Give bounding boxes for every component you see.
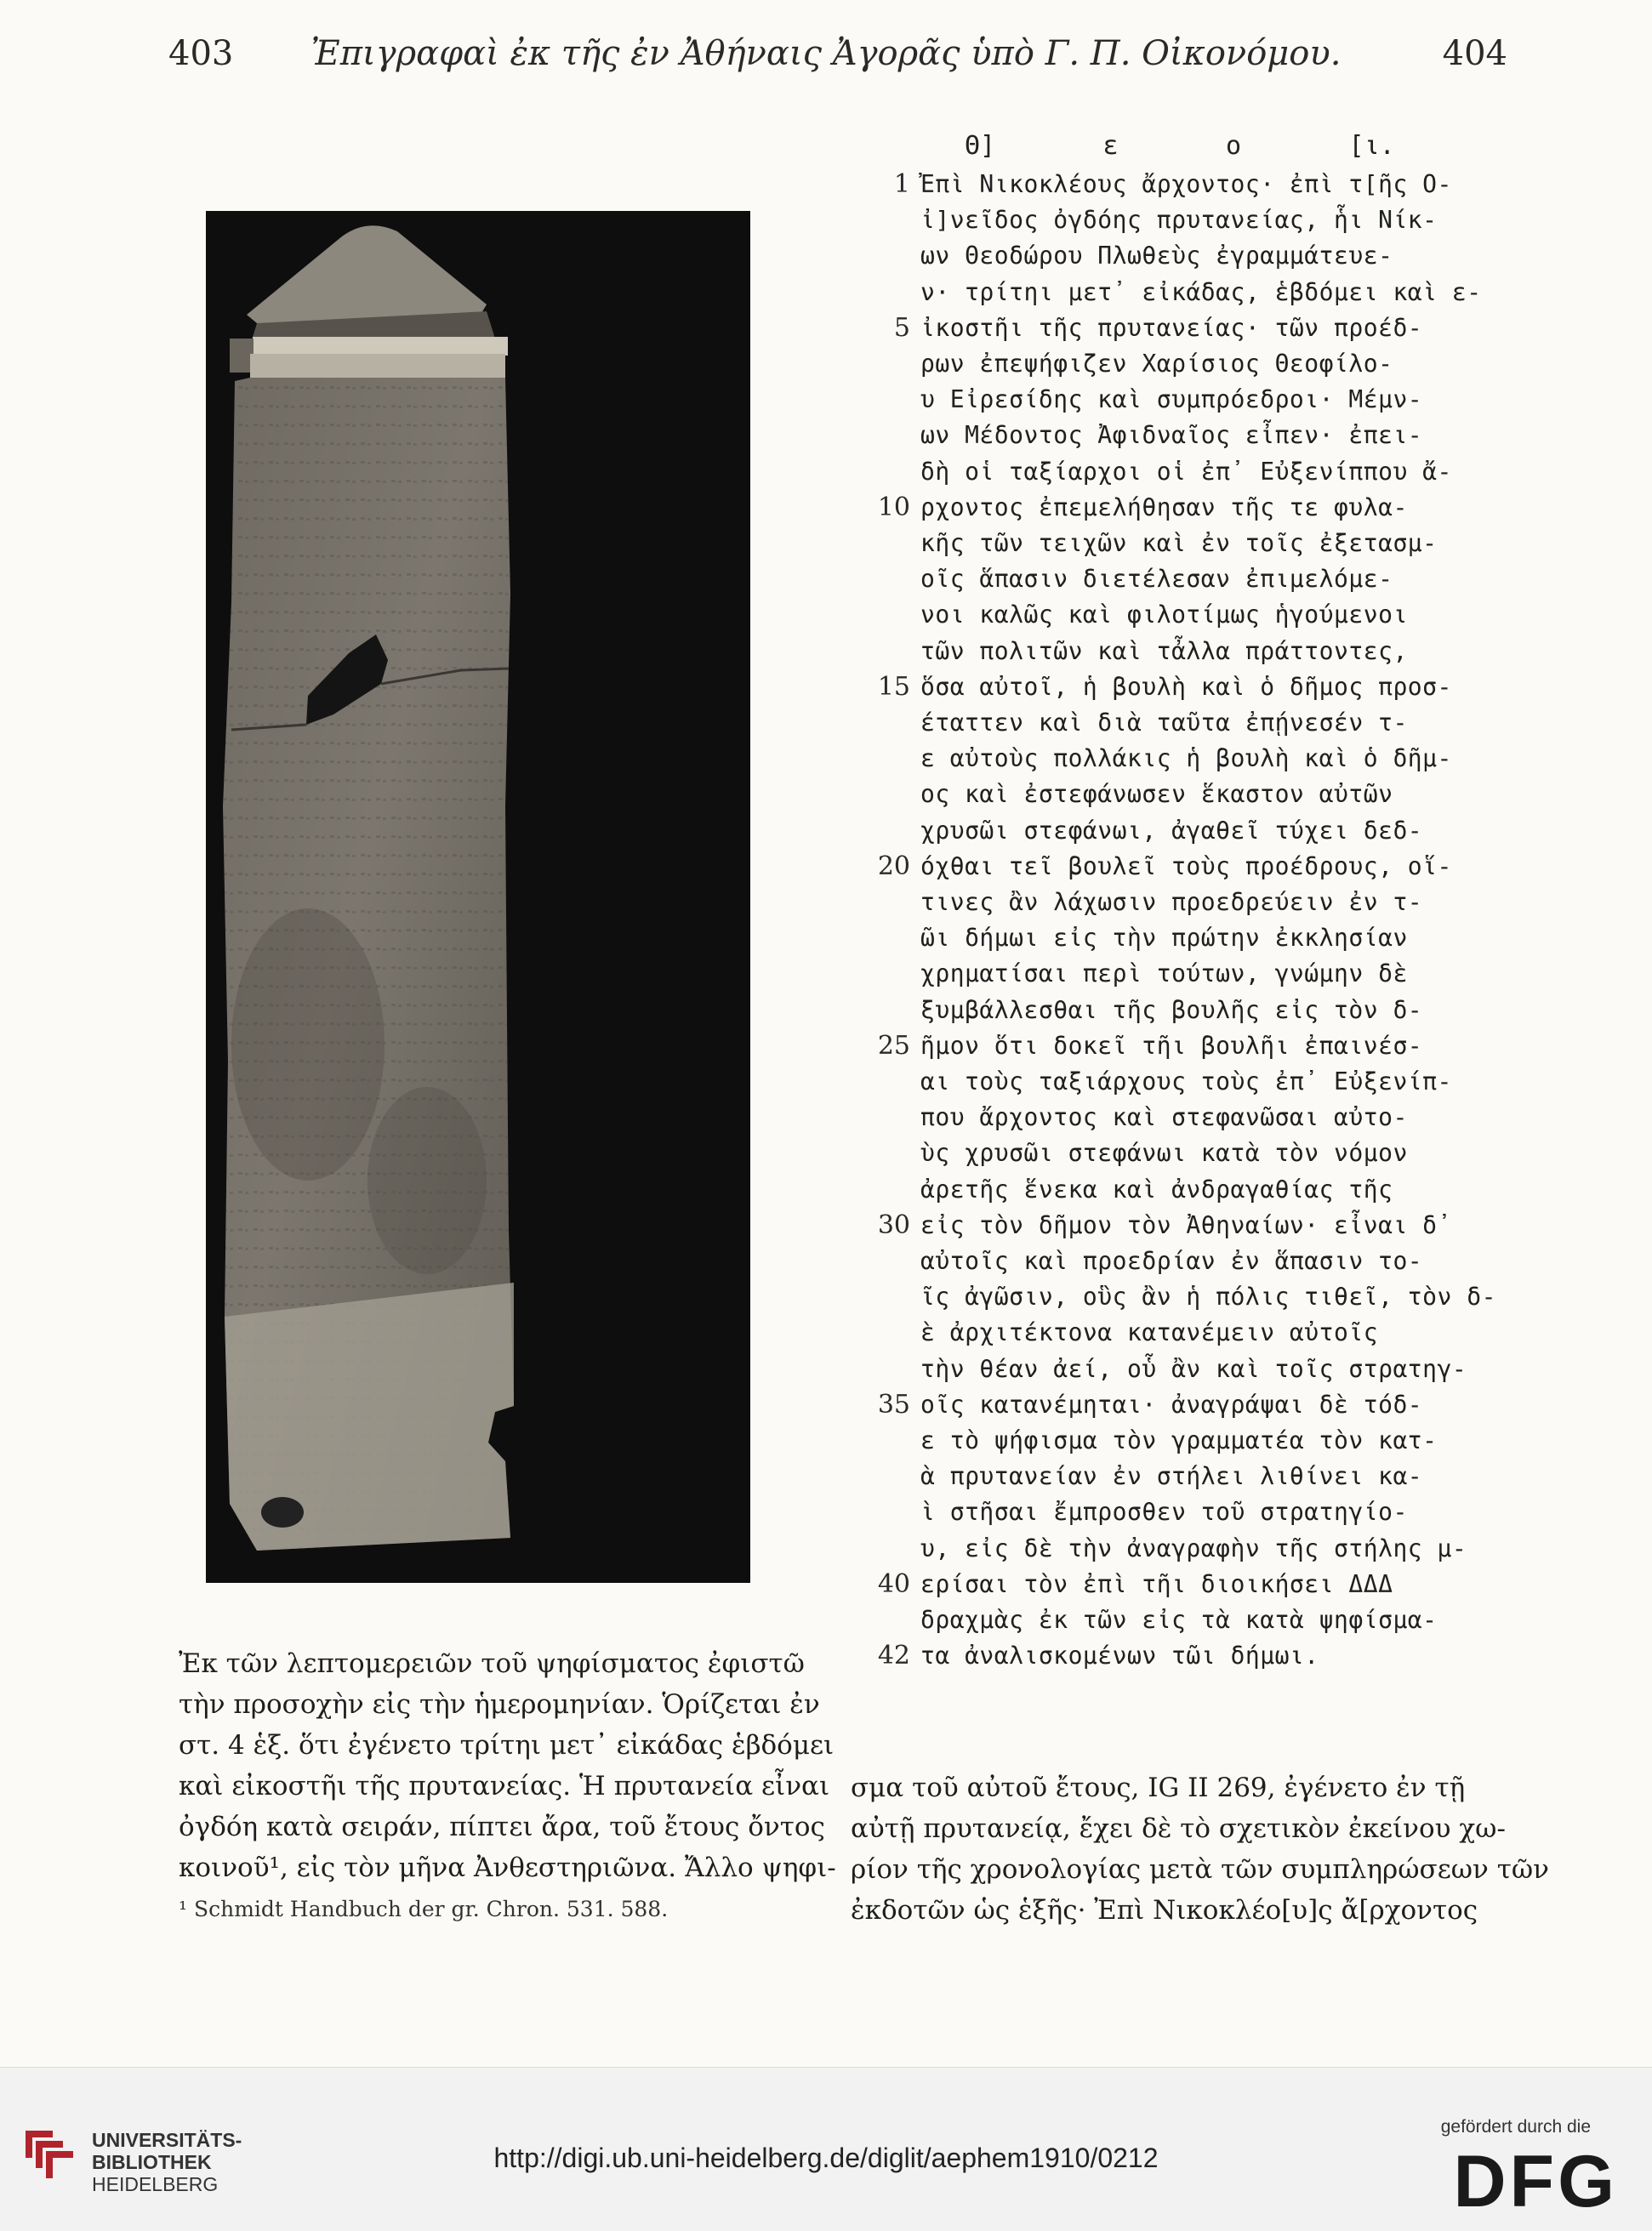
line-number xyxy=(851,920,910,956)
line-number xyxy=(851,1100,910,1135)
inscription-line: οῖς ἅπασιν διετέλεσαν ἐπιμελόμε- xyxy=(920,565,1393,593)
line-number: 1 xyxy=(893,169,910,199)
inscription-line: τα ἀναλισκομένων τῶι δήμωι. xyxy=(920,1642,1319,1670)
library-name-line1: UNIVERSITÄTS- xyxy=(92,2129,242,2151)
line-number: 40 xyxy=(877,1569,910,1599)
funded-by-label: gefördert durch die xyxy=(1440,2117,1591,2137)
inscription-line: ἰ]νεῖδος ὀγδόης πρυτανείας, ἧι Νίκ- xyxy=(920,206,1438,234)
line-number xyxy=(851,1279,910,1315)
line-number xyxy=(851,705,910,741)
line-number: 10 xyxy=(877,492,910,522)
commentary-line: καὶ εἰκοστῆι τῆς πρυτανείας. Ἡ πρυτανεία εἶναι xyxy=(179,1771,830,1801)
inscription-line: τινες ἂν λάχωσιν προεδρεύειν ἐν τ- xyxy=(920,888,1423,916)
inscription-line: ρχοντος ἐπεμελήθησαν τῆς τε φυλα- xyxy=(920,493,1408,521)
inscription-line: ὲ ἀρχιτέκτονα κατανέμειν αὐτοῖς xyxy=(920,1318,1379,1346)
line-number xyxy=(851,1315,910,1351)
stele-image xyxy=(206,211,750,1583)
inscription-line: τῶν πολιτῶν καὶ τἆλλα πράττοντες, xyxy=(920,637,1408,665)
commentary-line: αὐτῇ πρυτανείᾳ, ἔχει δὲ τὸ σχετικὸν ἐκείνου χω- xyxy=(851,1813,1506,1844)
line-number: 20 xyxy=(877,851,910,881)
inscription-line: ερίσαι τὸν ἐπὶ τῆι διοικήσει ΔΔΔ xyxy=(920,1570,1393,1598)
line-number xyxy=(851,526,910,561)
library-name-line2: BIBLIOTHEK xyxy=(92,2151,212,2173)
inscription-line: ε τὸ ψήφισμα τὸν γραμματέα τὸν κατ- xyxy=(920,1426,1438,1454)
inscription-line: χρυσῶι στεφάνωι, ἀγαθεῖ τύχει δεδ- xyxy=(920,817,1423,845)
line-number xyxy=(851,1459,910,1494)
inscription-line: έταττεν καὶ διὰ ταῦτα ἐπῄνεσέν τ- xyxy=(920,709,1408,737)
inscription-line: ων Θεοδώρου Πλωθεὺς ἐγραμμάτευε- xyxy=(920,242,1393,270)
inscription-line: όχθαι τεῖ βουλεῖ τοὺς προέδρους, οἵ- xyxy=(920,852,1452,880)
line-number xyxy=(851,275,910,310)
inscription-line: ν· τρίτηι μετ᾽ εἰκάδας, ἑβδόμει καὶ ε- xyxy=(920,278,1482,306)
inscription-line: χρηματίσαι περὶ τούτων, γνώμην δὲ xyxy=(920,959,1408,987)
line-number xyxy=(851,885,910,920)
line-number xyxy=(851,956,910,992)
inscription-line: ὺς χρυσῶι στεφάνωι κατὰ τὸν νόμον xyxy=(920,1139,1408,1167)
commentary-line: Ἐκ τῶν λεπτομερειῶν τοῦ ψηφίσματος ἐφιστῶ xyxy=(179,1648,805,1679)
line-number xyxy=(851,1494,910,1530)
inscription-line: ρων ἐπεψήφιζεν Χαρίσιος Θεοφίλο- xyxy=(920,350,1393,378)
inscription-line: που ἄρχοντος καὶ στεφανῶσαι αὐτο- xyxy=(920,1103,1408,1131)
inscription-line: ε αὐτοὺς πολλάκις ἡ βουλὴ καὶ ὁ δῆμ- xyxy=(920,744,1452,772)
inscription-line: ῖς ἀγῶσιν, οὓς ἂν ἡ πόλις τιθεῖ, τὸν δ- xyxy=(920,1283,1496,1311)
line-number xyxy=(851,238,910,274)
line-number xyxy=(851,1064,910,1100)
line-number xyxy=(851,993,910,1028)
line-number xyxy=(851,382,910,418)
line-number xyxy=(851,1244,910,1279)
dfg-logo: DFG xyxy=(1453,2141,1618,2222)
inscription-line: ξυμβάλλεσθαι τῆς βουλῆς εἰς τὸν δ- xyxy=(920,996,1423,1024)
line-number: 42 xyxy=(877,1641,910,1670)
line-number: 15 xyxy=(877,672,910,702)
page-number-right: 404 xyxy=(1442,34,1507,73)
commentary-line: τὴν προσοχὴν εἰς τὴν ἡμερομηνίαν. Ὁρίζεται ἐν xyxy=(179,1689,820,1720)
line-number xyxy=(851,634,910,669)
line-number xyxy=(851,1135,910,1171)
inscription-line: αὐτοῖς καὶ προεδρίαν ἐν ἅπασιν το- xyxy=(920,1247,1423,1275)
commentary-line: στ. 4 ἑξ. ὅτι ἐγένετο τρίτηι μετ᾽ εἰκάδας ἑβδόμει xyxy=(179,1730,835,1761)
commentary-line: ὀγδόη κατὰ σειράν, πίπτει ἄρα, τοῦ ἔτους ὄντος xyxy=(179,1812,825,1842)
line-number xyxy=(851,561,910,597)
inscription-line: ἀρετῆς ἕνεκα καὶ ἀνδραγαθίας τῆς xyxy=(920,1175,1393,1204)
line-number xyxy=(851,777,910,812)
line-number xyxy=(851,454,910,490)
line-number: 5 xyxy=(893,313,910,343)
inscription-line: τὴν θέαν ἀεί, οὗ ἂν καὶ τοῖς στρατηγ- xyxy=(920,1355,1467,1383)
line-number: 25 xyxy=(877,1031,910,1061)
inscription-line: νοι καλῶς καὶ φιλοτίμως ἡγούμενοι xyxy=(920,600,1408,629)
line-number xyxy=(851,1531,910,1567)
line-number xyxy=(851,597,910,633)
inscription-line: εἰς τὸν δῆμον τὸν Ἀθηναίων· εἶναι δ᾽ xyxy=(920,1211,1452,1239)
line-number: 30 xyxy=(877,1210,910,1240)
inscription-line: ὶ στῆσαι ἔμπροσθεν τοῦ στρατηγίο- xyxy=(920,1498,1408,1526)
inscription-line: αι τοὺς ταξιάρχους τοὺς ἐπ᾽ Εὐξενίπ- xyxy=(920,1067,1452,1096)
inscription-line: οῖς κατανέμηται· ἀναγράψαι δὲ τόδ- xyxy=(920,1391,1423,1419)
line-number xyxy=(851,346,910,382)
line-number xyxy=(851,813,910,849)
inscription-line: υ Εἰρεσίδης καὶ συμπρόεδροι· Μέμν- xyxy=(920,385,1423,413)
inscription-line: ἰκοστῆι τῆς πρυτανείας· τῶν προέδ- xyxy=(920,314,1423,342)
inscription-line: κῆς τῶν τειχῶν καὶ ἐν τοῖς ἐξετασμ- xyxy=(920,529,1438,557)
line-number xyxy=(851,202,910,238)
permalink-url[interactable]: http://digi.ub.uni-heidelberg.de/diglit/aephem1910/0212 xyxy=(493,2143,1159,2173)
commentary-line: κοινοῦ¹, εἰς τὸν μῆνα Ἀνθεστηριῶνα. Ἄλλο ψηφι- xyxy=(179,1853,836,1883)
line-number: 35 xyxy=(877,1390,910,1420)
page-number-left: 403 xyxy=(168,34,234,73)
inscription-line: ος καὶ ἐστεφάνωσεν ἕκαστον αὐτῶν xyxy=(920,780,1393,808)
commentary-line: ρίον τῆς χρονολογίας μετὰ τῶν συμπληρώσεων τῶν xyxy=(851,1854,1550,1885)
inscription-line: ῆμον ὅτι δοκεῖ τῆι βουλῆι ἐπαινέσ- xyxy=(920,1032,1423,1060)
inscription-line: ὅσα αὐτοῖ, ἡ βουλὴ καὶ ὁ δῆμος προσ- xyxy=(920,673,1452,701)
line-number xyxy=(851,1602,910,1638)
commentary-line: σμα τοῦ αὐτοῦ ἔτους, IG II 269, ἐγένετο ἐν τῇ xyxy=(851,1773,1466,1803)
footnote: ¹ Schmidt Handbuch der gr. Chron. 531. 588. xyxy=(179,1897,669,1921)
inscription-heading: Θ] ε ο [ι. xyxy=(965,131,1395,161)
inscription-line: ὰ πρυτανείαν ἐν στήλει λιθίνει κα- xyxy=(920,1462,1423,1490)
line-number xyxy=(851,741,910,777)
line-number xyxy=(851,1423,910,1459)
digitization-banner xyxy=(0,2067,1652,2231)
inscription-line: ων Μέδοντος Ἀφιδναῖος εἶπεν· ἐπει- xyxy=(920,421,1423,449)
inscription-line: υ, εἰς δὲ τὴν ἀναγραφὴν τῆς στήλης μ- xyxy=(920,1534,1467,1562)
library-name-line3: HEIDELBERG xyxy=(92,2173,219,2195)
running-title: Ἐπιγραφαὶ ἐκ τῆς ἐν Ἀθήναις Ἀγορᾶς ὑπὸ Γ. Π. Οἰκονόμου. xyxy=(310,34,1342,73)
inscription-line: δὴ οἱ ταξίαρχοι οἱ ἐπ᾽ Εὐξενίππου ἄ- xyxy=(920,458,1452,486)
line-number xyxy=(851,418,910,453)
commentary-line: ἐκδοτῶν ὡς ἑξῆς· Ἐπὶ Νικοκλέο[υ]ς ἄ[ρχοντος xyxy=(851,1895,1478,1926)
stele-photograph xyxy=(206,211,750,1583)
inscription-line: ῶι δήμωι εἰς τὴν πρώτην ἐκκλησίαν xyxy=(920,924,1408,952)
line-number xyxy=(851,1352,910,1387)
line-number xyxy=(851,1172,910,1208)
inscription-line: Ἐπὶ Νικοκλέους ἄρχοντος· ἐπὶ τ[ῆς Ο- xyxy=(920,170,1452,198)
inscription-line: δραχμὰς ἐκ τῶν εἰς τὰ κατὰ ψηφίσμα- xyxy=(920,1606,1438,1634)
